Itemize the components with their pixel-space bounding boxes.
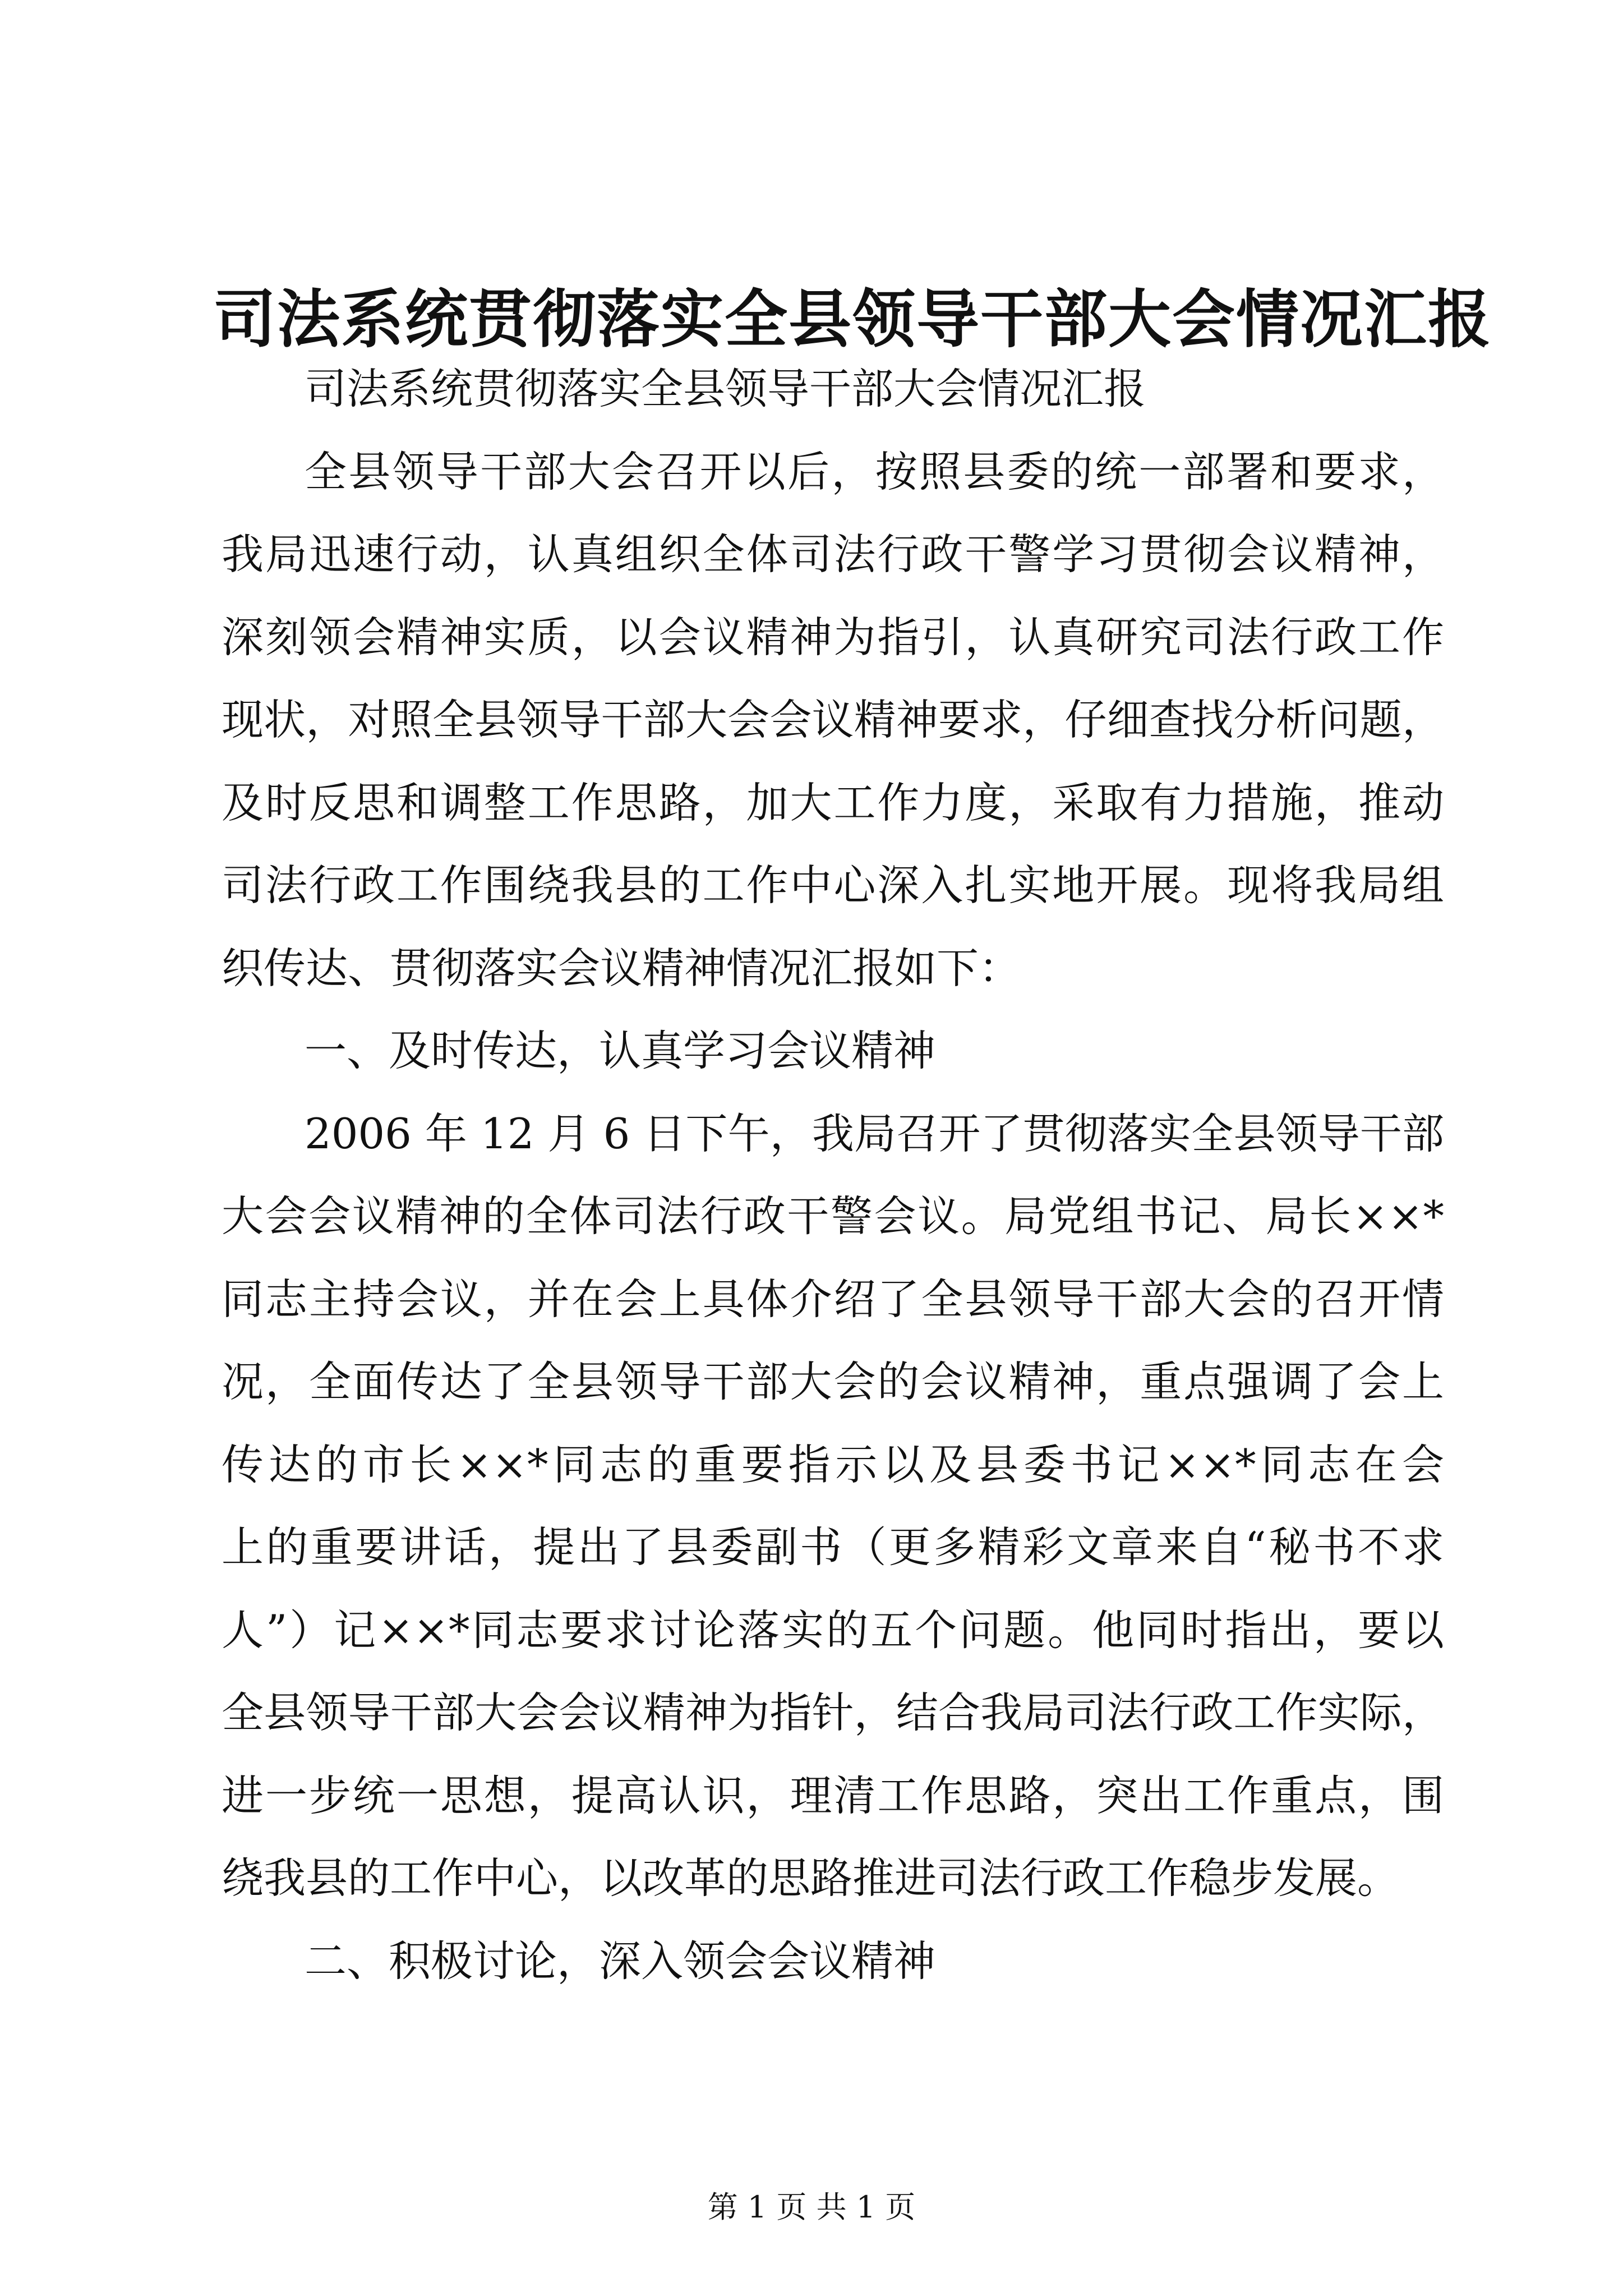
document-body [222, 348, 1444, 2003]
body-line: 上的重要讲话，提出了县委副书（更多精彩文章来自“秘书不求 [222, 1522, 1444, 1572]
body-line: 司法行政工作围绕我县的工作中心深入扎实地开展。现将我局组 [222, 861, 1444, 910]
body-line: 织传达、贯彻落实会议精神情况汇报如下： [222, 943, 1021, 993]
body-line: 传达的市长××*同志的重要指示以及县委书记××*同志在会 [222, 1439, 1444, 1489]
section-heading: 一、及时传达，认真学习会议精神 [305, 1026, 936, 1075]
document-title: 司法系统贯彻落实全县领导干部大会情况汇报 [213, 283, 1492, 356]
body-line: 人”）记××*同志要求讨论落实的五个问题。他同时指出，要以 [222, 1605, 1444, 1655]
page-footer: 第 1 页 共 1 页 [707, 2189, 916, 2225]
body-line: 司法系统贯彻落实全县领导干部大会情况汇报 [305, 364, 1146, 413]
body-line: 及时反思和调整工作思路，加大工作力度，采取有力措施，推动 [222, 777, 1444, 827]
body-line: 进一步统一思想，提高认识，理清工作思路，突出工作重点，围 [222, 1770, 1444, 1820]
body-line: 同志主持会议，并在会上具体介绍了全县领导干部大会的召开情 [222, 1274, 1444, 1324]
body-line: 深刻领会精神实质，以会议精神为指引，认真研究司法行政工作 [222, 612, 1444, 662]
section-heading: 二、积极讨论，深入领会会议精神 [305, 1936, 936, 1986]
body-line: 2006 年 12 月 6 日下午，我局召开了贯彻落实全县领导干部 [305, 1108, 1444, 1158]
body-line: 全县领导干部大会会议精神为指针，结合我局司法行政工作实际， [222, 1688, 1444, 1737]
body-line: 况，全面传达了全县领导干部大会的会议精神，重点强调了会上 [222, 1357, 1444, 1406]
body-line: 大会会议精神的全体司法行政干警会议。局党组书记、局长××* [222, 1191, 1444, 1241]
body-line: 现状，对照全县领导干部大会会议精神要求，仔细查找分析问题， [222, 695, 1444, 744]
body-line: 我局迅速行动，认真组织全体司法行政干警学习贯彻会议精神， [222, 530, 1444, 579]
body-line: 全县领导干部大会召开以后，按照县委的统一部署和要求， [305, 447, 1444, 496]
body-line: 绕我县的工作中心，以改革的思路推进司法行政工作稳步发展。 [222, 1853, 1400, 1903]
